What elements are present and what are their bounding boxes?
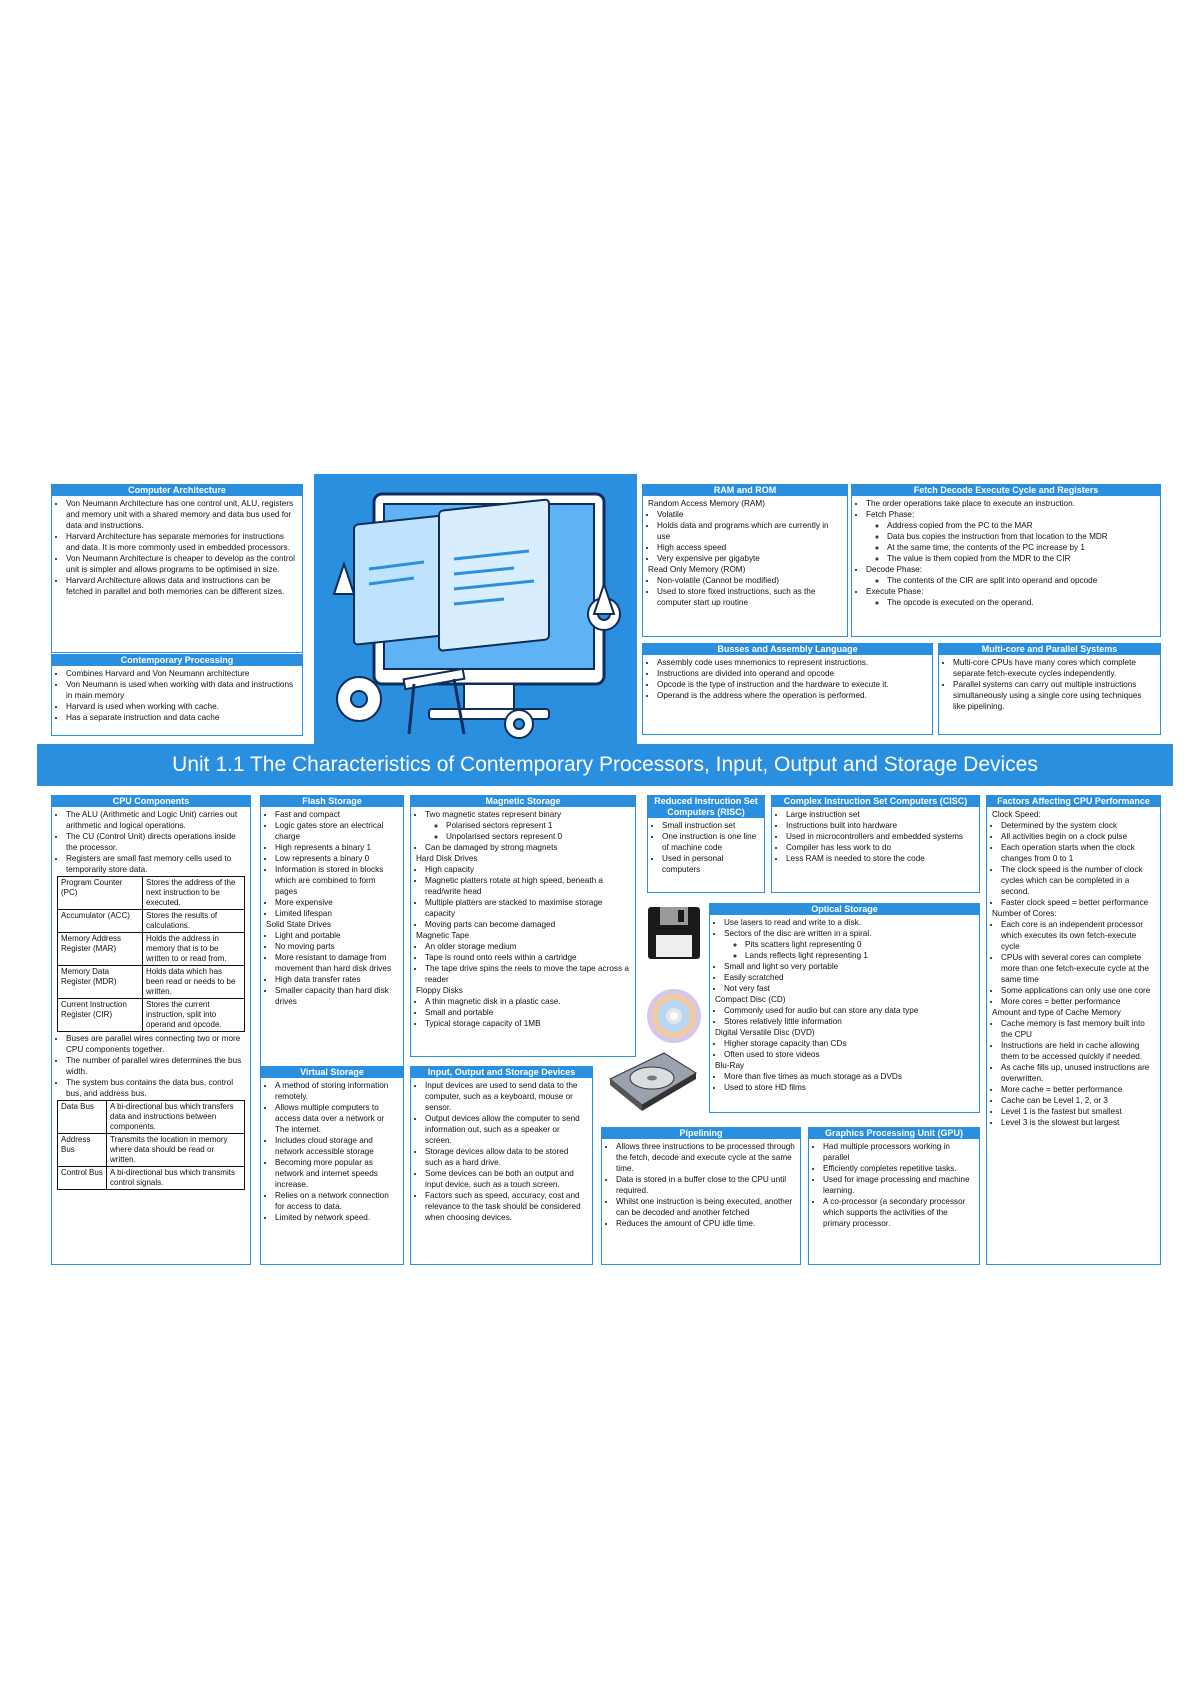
optical-storage-box [709,903,980,1113]
list-item: ◦ The contents of the CIR are split into operand and opcode [887,575,1155,586]
list-item [724,928,974,961]
list-item: • Von Neumann Architecture has one control unit, ALU, registers and memory unit with a shared memory and data bus used for data and instructions. [66,498,297,531]
list-item: • Smaller capacity than hard disk drives [275,985,398,1007]
fde-box [851,484,1161,637]
list-item: • Registers are small fast memory cells used to temporarily store data. [66,853,245,875]
list-item: • Large instruction set [786,809,974,820]
list-item: • Harvard Architecture allows data and instructions can be fetched in parallel and both memories can be different sizes. [66,575,297,597]
optical-storage-heading: Optical Storage [710,904,979,915]
list-item: ◦ Address copied from the PC to the MAR [887,520,1155,531]
list-item: • One instruction is one line of machine code [662,831,759,853]
bus-desc: A bi-directional bus which transfers data and instructions between components. [107,1101,245,1134]
list-item: • The tape drive spins the reels to move the tape across a reader [425,963,630,985]
hero-illustration [314,474,637,744]
list-item: • Light and portable [275,930,398,941]
buses-table [57,1100,245,1190]
list-item: • Used in personal computers [662,853,759,875]
register-desc: Holds data which has been read or needs to be written. [143,966,245,999]
list-item: • More cores = better performance [1001,996,1155,1007]
cisc-box [771,795,980,893]
list-item: • Harvard is used when working with cache. [66,701,297,712]
factors-heading: Factors Affecting CPU Performance [987,796,1160,807]
gpu-box [808,1127,980,1265]
list-item: ◦ Polarised sectors represent 1 [446,820,630,831]
list-item: • Relies on a network connection for access to data. [275,1190,398,1212]
list-item: • Level 1 is the fastest but smallest [1001,1106,1155,1117]
list-item: • CPUs with several cores can complete more than one fetch-execute cycle at the same time [1001,952,1155,985]
list-item: • Can be damaged by strong magnets [425,842,630,853]
list-item: • The ALU (Arithmetic and Logic Unit) carries out arithmetic and logical operations. [66,809,245,831]
bus-desc: Transmits the location in memory where data should be read or written. [107,1134,245,1167]
list-item: • Operand is the address where the operation is performed. [657,690,927,701]
list-item [866,509,1155,564]
hdd-title: Hard Disk Drives [416,854,478,863]
clock-title: Clock Speed: [992,810,1041,819]
floppy-disk-image [646,905,702,961]
list-item: • Non-volatile (Cannot be modified) [657,575,842,586]
list-item: • Allows three instructions to be processed through the fetch, decode and execute cycle at the same time. [616,1141,795,1174]
bluray-title: Blu-Ray [715,1061,745,1070]
list-item: • Determined by the system clock [1001,820,1155,831]
register-name: Accumulator (ACC) [58,910,143,933]
computer-architecture-box [51,484,303,653]
list-item: • The order operations take place to execute an instruction. [866,498,1155,509]
list-item: • Small instruction set [662,820,759,831]
multicore-box [938,643,1161,735]
factors-box [986,795,1161,1265]
list-item: • The number of parallel wires determines the bus width. [66,1055,245,1077]
list-item: • Instructions are held in cache allowing them to be accessed quickly if needed. [1001,1040,1155,1062]
risc-box [647,795,765,893]
page-title: Unit 1.1 The Characteristics of Contemporary Processors, Input, Output and Storage Devices [37,744,1173,786]
fetch-label: Fetch Phase: [866,510,915,519]
magnetic-storage-box [410,795,636,1057]
optical-disc-image [646,988,702,1044]
tape-title: Magnetic Tape [416,931,470,940]
list-item: • All activities begin on a clock pulse [1001,831,1155,842]
bus-name: Data Bus [58,1101,107,1134]
list-item: • Level 3 is the slowest but largest [1001,1117,1155,1128]
table-row [58,933,245,966]
pipelining-box [601,1127,801,1265]
list-item: • Easily scratched [724,972,974,983]
ram-rom-heading: RAM and ROM [643,485,847,496]
registers-table [57,876,245,1032]
list-item: • Low represents a binary 0 [275,853,398,864]
contemporary-processing-heading: Contemporary Processing [52,655,302,666]
list-item: • More expensive [275,897,398,908]
virtual-storage-heading: Virtual Storage [261,1067,403,1078]
cores-title: Number of Cores: [992,909,1057,918]
list-item: ◦ Data bus copies the instruction from that location to the MDR [887,531,1155,542]
list-item: • Volatile [657,509,842,520]
list-item: ◦ Unpolarised sectors represent 0 [446,831,630,842]
list-item: • As cache fills up, unused instructions are overwritten. [1001,1062,1155,1084]
list-item: • Not very fast [724,983,974,994]
ssd-title: Solid State Drives [266,920,332,929]
list-item: • Used to store fixed instructions, such as the computer start up routine [657,586,842,608]
list-item: • Instructions are divided into operand and opcode [657,668,927,679]
list-item: • Storage devices allow data to be stored such as a hard drive. [425,1146,587,1168]
io-devices-box [410,1066,593,1265]
list-item: • Limited lifespan [275,908,398,919]
list-item: • Instructions built into hardware [786,820,974,831]
list-item: • Input devices are used to send data to the computer, such as a keyboard, mouse or sensor. [425,1080,587,1113]
computer-architecture-heading: Computer Architecture [52,485,302,496]
list-item: • Opcode is the type of instruction and the hardware to execute it. [657,679,927,690]
list-item: • Used in microcontrollers and embedded systems [786,831,974,842]
list-item: ◦ At the same time, the contents of the PC increase by 1 [887,542,1155,553]
list-item: • Von Neumann Architecture is cheaper to develop as the control unit is simpler and allows programs to be optimised in size. [66,553,297,575]
list-item: • Factors such as speed, accuracy, cost and relevance to the task should be considered when choosing devices. [425,1190,587,1223]
ram-title: Random Access Memory (RAM) [648,499,765,508]
list-item: • Commonly used for audio but can store any data type [724,1005,974,1016]
list-item: ◦ The opcode is executed on the operand. [887,597,1155,608]
contemporary-processing-box [51,654,303,736]
dvd-title: Digital Versatile Disc (DVD) [715,1028,815,1037]
table-row [58,999,245,1032]
fde-heading: Fetch Decode Execute Cycle and Registers [852,485,1160,496]
list-item: • Becoming more popular as network and internet speeds increase. [275,1157,398,1190]
list-item: • Some applications can only use one core [1001,985,1155,996]
execute-label: Execute Phase: [866,587,924,596]
list-item: • Magnetic platters rotate at high speed, beneath a read/write head [425,875,630,897]
list-item: • Higher storage capacity than CDs [724,1038,974,1049]
list-item: • Used to store HD films [724,1082,974,1093]
table-row [58,910,245,933]
list-item: • Whilst one instruction is being executed, another can be decoded and another fetched [616,1196,795,1218]
bus-desc: A bi-directional bus which transmits control signals. [107,1167,245,1190]
register-name: Memory Data Register (MDR) [58,966,143,999]
list-item: • Less RAM is needed to store the code [786,853,974,864]
cache-title: Amount and type of Cache Memory [992,1008,1121,1017]
list-item: • Tape is round onto reels within a cartridge [425,952,630,963]
list-item [866,586,1155,608]
list-item: • Multiple platters are stacked to maximise storage capacity [425,897,630,919]
bus-name: Address Bus [58,1134,107,1167]
list-item: • Reduces the amount of CPU idle time. [616,1218,795,1229]
rom-title: Read Only Memory (ROM) [648,565,746,574]
bus-name: Control Bus [58,1167,107,1190]
table-row [58,877,245,910]
list-item: • The CU (Control Unit) directs operations inside the processor. [66,831,245,853]
list-item-text: Sectors of the disc are written in a spiral. [724,929,872,938]
computer-repair-illustration [314,474,637,744]
hard-drive-image [604,1049,700,1113]
flash-storage-box [260,795,404,1071]
list-item-text: Two magnetic states represent binary [425,810,562,819]
list-item: • Has a separate instruction and data cache [66,712,297,723]
list-item: • Von Neumann is used when working with data and instructions in main memory [66,679,297,701]
list-item: • Efficiently completes repetitive tasks. [823,1163,974,1174]
pipelining-heading: Pipelining [602,1128,800,1139]
list-item [425,809,630,842]
list-item: • Stores relatively little information [724,1016,974,1027]
list-item: • Harvard Architecture has separate memories for instructions and data. It is more commonly used in embedded processors. [66,531,297,553]
list-item: ◦ Pits scatters light representing 0 [745,939,974,950]
register-name: Memory Address Register (MAR) [58,933,143,966]
list-item: ◦ Lands reflects light representing 1 [745,950,974,961]
list-item: • Had multiple processors working in parallel [823,1141,974,1163]
list-item: • Each operation starts when the clock changes from 0 to 1 [1001,842,1155,864]
list-item: • Assembly code uses mnemonics to represent instructions. [657,657,927,668]
list-item: • Often used to store videos [724,1049,974,1060]
list-item: • Information is stored in blocks which are combined to form pages [275,864,398,897]
list-item: • High access speed [657,542,842,553]
risc-heading: Reduced Instruction Set Computers (RISC) [648,796,764,818]
list-item: • Allows multiple computers to access data over a network or The internet. [275,1102,398,1135]
list-item: • More than five times as much storage as a DVDs [724,1071,974,1082]
cpu-components-box [51,795,251,1265]
cd-title: Compact Disc (CD) [715,995,786,1004]
cisc-heading: Complex Instruction Set Computers (CISC) [772,796,979,807]
list-item: • A method of storing information remotely. [275,1080,398,1102]
list-item [866,564,1155,586]
flash-storage-heading: Flash Storage [261,796,403,807]
magnetic-storage-heading: Magnetic Storage [411,796,635,807]
table-row [58,1134,245,1167]
cpu-components-heading: CPU Components [52,796,250,807]
list-item: • A thin magnetic disk in a plastic case. [425,996,630,1007]
list-item: • Holds data and programs which are currently in use [657,520,842,542]
table-row [58,1101,245,1134]
multicore-heading: Multi-core and Parallel Systems [939,644,1160,655]
list-item: • Typical storage capacity of 1MB [425,1018,630,1029]
busses-assembly-heading: Busses and Assembly Language [643,644,932,655]
table-row [58,966,245,999]
list-item: • Use lasers to read and write to a disk. [724,917,974,928]
list-item: • Very expensive per gigabyte [657,553,842,564]
list-item: • Output devices allow the computer to send information out, such as a speaker or screen. [425,1113,587,1146]
list-item: • Buses are parallel wires connecting two or more CPU components together. [66,1033,245,1055]
virtual-storage-box [260,1066,404,1265]
io-devices-heading: Input, Output and Storage Devices [411,1067,592,1078]
list-item: • Cache can be Level 1, 2, or 3 [1001,1095,1155,1106]
register-desc: Stores the current instruction, split into operand and opcode. [143,999,245,1032]
list-item: • The system bus contains the data bus, control bus, and address bus. [66,1077,245,1099]
table-row [58,1167,245,1190]
list-item: • Limited by network speed. [275,1212,398,1223]
list-item: • Cache memory is fast memory built into the CPU [1001,1018,1155,1040]
list-item: • Each core is an independent processor which executes its own fetch-execute cycle [1001,919,1155,952]
register-name: Program Counter (PC) [58,877,143,910]
list-item: • No moving parts [275,941,398,952]
list-item: • High data transfer rates [275,974,398,985]
ram-rom-box [642,484,848,637]
list-item: • Logic gates store an electrical charge [275,820,398,842]
list-item: • More cache = better performance [1001,1084,1155,1095]
busses-assembly-box [642,643,933,735]
list-item: • More resistant to damage from movement than hard disk drives [275,952,398,974]
register-desc: Holds the address in memory that is to be written to or read from. [143,933,245,966]
list-item: • Small and light so very portable [724,961,974,972]
list-item: • High capacity [425,864,630,875]
decode-label: Decode Phase: [866,565,922,574]
list-item: • Includes cloud storage and network accessible storage [275,1135,398,1157]
list-item: • Multi-core CPUs have many cores which complete separate fetch-execute cycles independently. [953,657,1155,679]
list-item: • Compiler has less work to do [786,842,974,853]
list-item: • Small and portable [425,1007,630,1018]
list-item: • Fast and compact [275,809,398,820]
list-item: • Data is stored in a buffer close to the CPU until required. [616,1174,795,1196]
list-item: • The clock speed is the number of clock cycles which can be completed in a second. [1001,864,1155,897]
list-item: • Combines Harvard and Von Neumann architecture [66,668,297,679]
list-item: • A co-processor (a secondary processor which supports the activities of the primary processor. [823,1196,974,1229]
list-item: • Faster clock speed = better performance [1001,897,1155,908]
list-item: • Parallel systems can carry out multiple instructions simultaneously using a single core using techniques like pipelining. [953,679,1155,712]
register-name: Current Instruction Register (CIR) [58,999,143,1032]
list-item: • High represents a binary 1 [275,842,398,853]
register-desc: Stores the results of calculations. [143,910,245,933]
list-item: • Moving parts can become damaged [425,919,630,930]
register-desc: Stores the address of the next instruction to be executed. [143,877,245,910]
floppy-title: Floppy Disks [416,986,463,995]
list-item: • Used for image processing and machine learning. [823,1174,974,1196]
list-item: ◦ The value is them copied from the MDR to the CIR [887,553,1155,564]
gpu-heading: Graphics Processing Unit (GPU) [809,1128,979,1139]
list-item: • An older storage medium [425,941,630,952]
list-item: • Some devices can be both an output and input device, such as a touch screen. [425,1168,587,1190]
